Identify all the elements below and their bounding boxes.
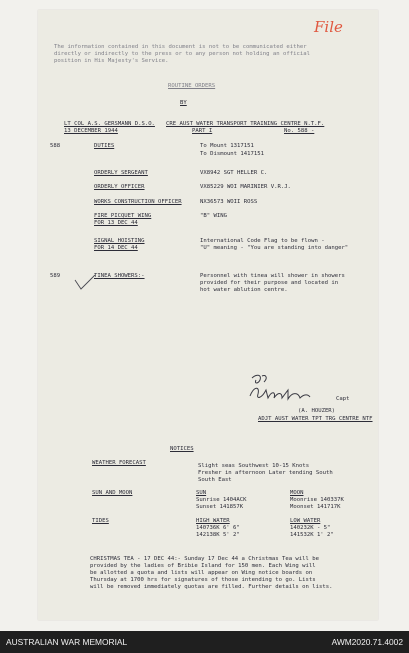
- tides-label: TIDES: [92, 518, 109, 524]
- christmas-tea-line-1: CHRISTMAS TEA - 17 DEC 44:- Sunday 17 Dec 44 a Christmas Tea will be: [90, 556, 320, 562]
- footer-accession-number: AWM2020.71.4002: [331, 637, 403, 647]
- mount-time: To Mount 1317151: [200, 143, 254, 149]
- weather-forecast-value-3: South East: [198, 477, 232, 483]
- signature-rank: Capt: [336, 396, 350, 402]
- sun-and-moon-label: SUN AND MOON: [92, 490, 133, 496]
- orderly-officer-label: ORDERLY OFFICER: [94, 184, 145, 190]
- secrecy-line-2: directly or indirectly to the press or to any person not holding an official: [54, 51, 310, 57]
- sun-heading: SUN: [196, 490, 207, 496]
- works-officer-value: NX36573 WOII ROSS: [200, 199, 258, 205]
- notices-heading: NOTICES: [170, 446, 194, 452]
- fire-picquet-value: "B" WING: [200, 213, 227, 219]
- signature-name: (A. HOUZER): [298, 408, 336, 414]
- fire-picquet-label-1: FIRE PICQUET WING: [94, 213, 152, 219]
- high-water-row-1: 140736K 6' 6": [196, 525, 240, 531]
- signal-hoisting-label-1: SIGNAL HOISTING: [94, 238, 145, 244]
- low-water-heading: LOW WATER: [290, 518, 321, 524]
- christmas-tea-line-5: will be removed immediately quotas are filled. Further details on lists.: [90, 584, 333, 590]
- weather-forecast-value-1: Slight seas Southwest 10-15 Knots: [198, 463, 310, 469]
- commanding-officer: LT COL A.S. GERSMANN D.S.O.: [64, 121, 155, 127]
- signal-hoisting-value-2: "U" meaning - "You are standing into danger": [200, 245, 349, 251]
- unit-name: CRE AUST WATER TRANSPORT TRAINING CENTRE N.T.F.: [166, 121, 325, 127]
- by-heading: BY: [180, 100, 187, 106]
- moonrise-value: Moonrise 140337K: [290, 497, 344, 503]
- sunrise-value: Sunrise 1404ACK: [196, 497, 247, 503]
- tinea-showers-label: TINEA SHOWERS:-: [94, 273, 145, 279]
- weather-forecast-label: WEATHER FORECAST: [92, 460, 146, 466]
- signature-title: ADJT AUST WATER TPT TRG CENTRE NTF: [258, 416, 373, 422]
- tick-mark-icon: [74, 274, 96, 290]
- order-part: PART I: [192, 128, 213, 134]
- fire-picquet-label-2: FOR 13 DEC 44: [94, 220, 138, 226]
- moon-heading: MOON: [290, 490, 304, 496]
- christmas-tea-line-2: provided by the ladies of Bribie Island for 150 men. Each Wing will: [90, 563, 316, 569]
- christmas-tea-line-3: be allotted a quota and lists will appear on Wing notice boards on: [90, 570, 313, 576]
- orderly-sergeant-value: VX8942 SGT HELLER C.: [200, 170, 268, 176]
- high-water-row-2: 142138K 5' 2": [196, 532, 240, 538]
- low-water-row-1: 140232K - 5": [290, 525, 331, 531]
- footer-institution: AUSTRALIAN WAR MEMORIAL: [6, 637, 128, 647]
- dismount-time: To Dismount 1417151: [200, 151, 264, 157]
- order-number-589: 589: [50, 273, 61, 279]
- sunset-value: Sunset 141857K: [196, 504, 244, 510]
- low-water-row-2: 141532K 1' 2": [290, 532, 334, 538]
- signal-hoisting-value-1: International Code Flag to be flown -: [200, 238, 325, 244]
- tinea-showers-value-2: provided for their purpose and located in: [200, 280, 339, 286]
- archive-footer: [0, 631, 409, 653]
- secrecy-line-1: The information contained in this document is not to be communicated either: [54, 44, 307, 50]
- tinea-showers-value-3: hot water ablution centre.: [200, 287, 288, 293]
- duties-label: DUTIES: [94, 143, 115, 149]
- works-officer-label: WORKS CONSTRUCTION OFFICER: [94, 199, 182, 205]
- tinea-showers-value-1: Personnel with tinea will shower in showers: [200, 273, 345, 279]
- orderly-officer-value: VX85229 WOI MARINIER V.R.J.: [200, 184, 291, 190]
- routine-orders-heading: ROUTINE ORDERS: [168, 83, 216, 89]
- order-number: No. 588 -: [284, 128, 315, 134]
- order-date: 13 DECEMBER 1944: [64, 128, 118, 134]
- weather-forecast-value-2: Fresher in afternoon Later tending South: [198, 470, 333, 476]
- file-annotation: File: [314, 18, 343, 36]
- signal-hoisting-label-2: FOR 14 DEC 44: [94, 245, 138, 251]
- secrecy-line-3: position in His Majesty's Service.: [54, 58, 169, 64]
- christmas-tea-line-4: Thursday at 1700 hrs for signatures of those intending to go. Lists: [90, 577, 316, 583]
- handwritten-signature: [248, 372, 328, 410]
- high-water-heading: HIGH WATER: [196, 518, 230, 524]
- orderly-sergeant-label: ORDERLY SERGEANT: [94, 170, 148, 176]
- order-number-588: 588: [50, 143, 61, 149]
- moonset-value: Moonset 141717K: [290, 504, 341, 510]
